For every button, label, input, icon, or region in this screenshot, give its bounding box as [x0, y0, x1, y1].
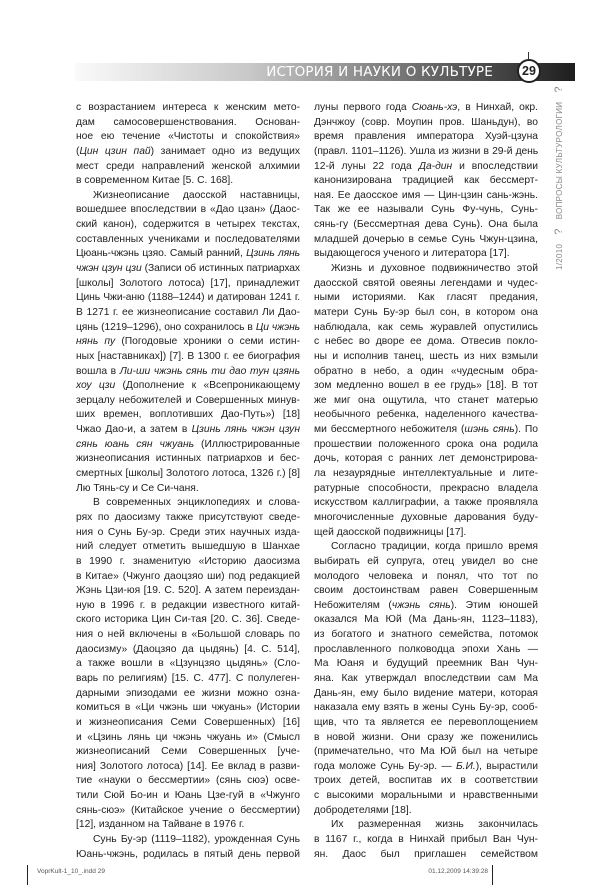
text-line [76, 643, 300, 658]
crop-mark-right [492, 865, 493, 885]
text-line [76, 335, 300, 350]
text-line [314, 570, 538, 585]
text-line [314, 526, 538, 541]
text-segment: вошла в [76, 365, 120, 377]
text-segment: ний следует отметить вышедшую в Шанхае [76, 541, 300, 553]
paragraph [76, 833, 300, 862]
text-segment: и впоследствии [452, 160, 539, 172]
text-line [76, 628, 300, 643]
text-segment: Лю Тянь-су и Се Си-чаня. [76, 482, 199, 494]
text-segment: же миг она ощутила, что станет матерью [314, 394, 538, 406]
text-segment: Так же ее называли Сунь Фу-чунь, Сунь- [314, 204, 538, 216]
text-segment: ния] Золотого лотоса) [14]. Ее вклад в разви- [76, 760, 300, 772]
text-segment: дочь, которая с ранних лет демонстрирова- [314, 453, 538, 465]
text-segment: в Китае» (Чжунго даоцзяо ши) под редакцией [76, 570, 300, 582]
text-segment: цянь (1219–1296), оно сохранилось в [76, 321, 256, 333]
text-segment: составленных учениками и последователями [76, 233, 300, 245]
footer-timestamp: 01.12.2009 14:39:28 [428, 868, 488, 875]
text-line [314, 511, 538, 526]
text-segment: наказала ему взять в жены Сунь Бу-эр, сооб- [314, 702, 538, 714]
text-line [314, 262, 538, 277]
text-segment: с возрастанием интереса к женским мето- [76, 102, 300, 113]
text-line [314, 101, 538, 116]
text-line [314, 643, 538, 658]
page-number: 29 [517, 59, 541, 83]
text-line [314, 130, 538, 145]
italic-term: шэнь сянь [464, 424, 515, 436]
text-segment: [школы] Золотого лотоса) [17], принадлежит [76, 277, 300, 289]
paragraph [314, 101, 538, 262]
text-segment: Чжао Дао-и, а затем в [76, 424, 192, 436]
text-segment: рях по даосизму также присутствуют сведе- [76, 511, 300, 523]
text-segment: Ма Юаня и будущий преемник Ван Чун- [314, 658, 538, 670]
text-segment: ского историка Цин Си-тая [20. С. 36]. Сведе- [76, 614, 300, 626]
italic-term: нянь пу [76, 336, 116, 348]
text-line [314, 247, 538, 262]
text-segment: зом медленно вошел в ее грудь» [18]. В тот [314, 380, 538, 392]
text-line [314, 613, 538, 628]
text-line [314, 145, 538, 160]
text-line [314, 628, 538, 643]
text-segment: смертных [школы] Золотого лотоса, 1326 г.) [8] [76, 468, 300, 480]
text-segment: и «Цзинь лянь ци чжэнь чжуань и» (Смысл [76, 731, 300, 743]
text-segment: 12-й луны 22 года [314, 160, 419, 172]
text-line [314, 482, 538, 497]
italic-term: Цин цзин пай [79, 145, 151, 157]
text-line [314, 833, 538, 848]
text-segment: щив, что та является ее перевоплощением [314, 716, 538, 728]
paragraph [76, 101, 300, 189]
text-segment: ( [76, 145, 80, 157]
text-segment: многочисленные духовные дарования буду- [314, 511, 538, 523]
journal-mark: ? [553, 228, 565, 235]
text-segment: щей даосской подвижницы [17]. [314, 526, 467, 538]
text-segment: Сунь Бу-эр (1119–1182), урожденная Сунь [93, 834, 300, 846]
text-line [76, 555, 300, 570]
text-line [314, 335, 538, 350]
journal-side-label [553, 77, 565, 270]
text-line [76, 599, 300, 614]
text-line [76, 306, 300, 321]
text-line [314, 116, 538, 131]
text-line [76, 394, 300, 409]
text-segment: дарными эпизодами ее жизни можно озна- [76, 687, 300, 699]
text-line [76, 701, 300, 716]
text-line [314, 789, 538, 804]
text-segment: а также вошли в «Цзунцзяо цыдянь» (Сло- [76, 658, 300, 670]
text-line [314, 291, 538, 306]
text-line [76, 116, 300, 131]
text-line [314, 584, 538, 599]
text-segment: зерцалу небожителей и Совершенных минув- [76, 394, 300, 406]
text-line [76, 511, 300, 526]
text-segment: Жизнеописание даосской наставницы, [93, 189, 300, 201]
text-segment: комиться в «Ци чжэнь ши чжуань» (Истории [76, 702, 300, 714]
text-line [314, 774, 538, 789]
text-segment: ян. Даос был приглашен семейством [314, 848, 538, 860]
text-line [314, 745, 538, 760]
text-line [76, 277, 300, 292]
text-line [314, 394, 538, 409]
text-segment: в 1167 г., когда в Нинхай прибыл Ван Чун- [314, 834, 538, 846]
text-line [314, 760, 538, 775]
text-line [76, 818, 300, 833]
text-segment: даосизму» (Даоцзяо да цыдянь) [4. С. 514], [76, 643, 300, 655]
text-line [76, 687, 300, 702]
text-line [76, 233, 300, 248]
text-line [76, 745, 300, 760]
text-segment: канонизирована традицией как бессмерт- [314, 175, 538, 187]
text-segment: (правл. 1101–1126). Ушла из жизни в 29-й день [314, 145, 538, 157]
text-line [76, 657, 300, 672]
text-line [76, 804, 300, 819]
paragraph [76, 496, 300, 833]
text-segment: ). По [514, 424, 538, 436]
text-line [314, 438, 538, 453]
text-line [76, 379, 300, 394]
text-segment: ных [наставниках]) [7]. В 1300 г. ее биография [76, 350, 300, 362]
text-line [314, 379, 538, 394]
italic-term: Б.И. [455, 760, 476, 772]
text-line [76, 774, 300, 789]
text-segment: , в Нинхай, окр. [457, 102, 538, 113]
text-segment: ния о ней включены в «Большой словарь по [76, 629, 300, 641]
text-line [76, 350, 300, 365]
text-segment: Цинь Чжи-аню (1188–1244) и датирован 1241 г. [76, 292, 300, 304]
text-segment: молодого человека и понял, что тот по [314, 570, 538, 582]
text-line [314, 452, 538, 467]
text-line [76, 408, 300, 423]
text-segment: Небожителям ( [314, 599, 392, 611]
text-segment: прославленного полководца эпохи Хань — [314, 643, 538, 655]
text-segment: ную в 1996 г. в редакции известного китай- [76, 599, 300, 611]
text-segment: младшей дочерью в семье Сунь Чжун-цзина, [314, 233, 538, 245]
text-segment: ) занимает одно из ведущих [150, 145, 300, 157]
text-segment: года моложе Сунь Бу-эр. — [314, 760, 456, 772]
text-line [76, 365, 300, 380]
text-line [76, 482, 300, 497]
text-segment: с высокими моральными и нравственными [314, 790, 538, 802]
text-line [314, 408, 538, 423]
text-line [314, 657, 538, 672]
text-segment: луны первого года [314, 102, 412, 113]
text-line [314, 540, 538, 555]
text-segment: выбирать ей супруга, отец увидел во сне [314, 555, 538, 567]
text-line [314, 818, 538, 833]
text-line [314, 731, 538, 746]
text-segment: добродетелями [18]. [314, 804, 412, 816]
text-segment: искусством каллиграфии, а также проявляла [314, 497, 538, 509]
text-segment: тили Сюй Бо-ин и Юань Цзе-гуй в «Чжунго [76, 790, 300, 802]
text-line [76, 540, 300, 555]
paragraph [314, 540, 538, 818]
text-line [76, 496, 300, 511]
text-line [76, 584, 300, 599]
text-segment: даосской святой овеяны легендами и чудес- [314, 277, 538, 289]
text-line [76, 452, 300, 467]
text-line [314, 804, 538, 819]
text-segment: матери Сунь Бу-эр был сон, в котором она [314, 306, 538, 318]
text-segment: Их размеренная жизнь закончилась [331, 819, 538, 831]
text-segment: Жизнь и духовное подвижничество этой [331, 263, 538, 275]
paragraph [314, 262, 538, 540]
text-line [76, 731, 300, 746]
text-segment: ). Этим юношей [450, 599, 538, 611]
text-line [76, 291, 300, 306]
text-line [76, 848, 300, 863]
text-line [76, 262, 300, 277]
paragraph [76, 189, 300, 496]
text-line [314, 467, 538, 482]
text-segment: необычного ребенка, наделенного качества- [314, 409, 538, 421]
text-line [314, 233, 538, 248]
text-segment: (примечательно, что Ма Юй был на четыре [314, 746, 538, 758]
text-column-right [314, 101, 538, 862]
text-line [76, 423, 300, 438]
text-segment: Согласно традиции, когда пришло время [331, 541, 538, 553]
text-segment: тие «науки о бессмертии» (сянь сюэ) осве- [76, 775, 300, 787]
text-line [76, 526, 300, 541]
text-segment: ), вырастили [475, 760, 538, 772]
text-segment: Жэнь Цзи-юя [19. С. 520]. А затем переиздан- [76, 585, 300, 597]
text-segment: ратурные способности, прекрасно владела [314, 482, 538, 494]
text-segment: яна. Как утверждал впоследствии сам Ма [314, 672, 538, 684]
text-segment: с небес во дворе ее дома. Отвесив покло- [314, 336, 538, 348]
text-segment: своим достоинствам равен Совершенным [314, 585, 538, 597]
text-segment: (Погодовые хроники о семи истин- [115, 336, 300, 348]
text-line [314, 599, 538, 614]
text-segment: сянь-сюэ» (Китайское учение о бессмертии) [76, 804, 300, 816]
text-line [76, 833, 300, 848]
italic-term: чжэн цзун цзи [76, 263, 142, 275]
text-line [76, 467, 300, 482]
text-line [76, 570, 300, 585]
text-segment: сянь-гу (Бессмертная дева Сунь). Она была [314, 219, 538, 231]
text-line [76, 101, 300, 116]
text-segment: ла незаурядные интеллектуальные и лите- [314, 468, 538, 480]
crop-mark-left [27, 865, 28, 885]
text-line [76, 218, 300, 233]
text-segment: вошедшее впоследствии в «Дао цзан» (Даос- [76, 204, 300, 216]
text-segment: дам самосовершенствования. Основан- [76, 116, 300, 128]
text-segment: в новой жизни. Они сразу же поженились [314, 731, 538, 743]
text-segment: жизнеописаний Семи Совершенных [уче- [76, 746, 300, 758]
text-line [314, 189, 538, 204]
text-segment: Юань-чжэнь, родилась в пятый день первой [76, 848, 300, 860]
text-segment: (Иллюстрированные [194, 438, 300, 450]
text-line [314, 160, 538, 175]
text-segment: варь по религиям) [15. С. 477]. С полулеген- [76, 672, 300, 684]
text-line [76, 613, 300, 628]
italic-term: Сюань-хэ [411, 102, 458, 113]
text-segment: ная. Ее даосское имя — Цин-цзин сань-жэнь. [314, 189, 538, 201]
text-line [314, 555, 538, 570]
text-line [314, 350, 538, 365]
text-line [76, 174, 300, 189]
text-segment: ное ею течение «Чистоты и спокойствия» [76, 131, 300, 143]
text-segment: время правления императора Хуэй-цзуна [314, 131, 538, 143]
section-title: ИСТОРИЯ И НАУКИ О КУЛЬТУРЕ [266, 64, 493, 80]
text-line [76, 716, 300, 731]
text-segment: ский канон), содержится в четырех текстах, [76, 219, 300, 231]
text-line [314, 174, 538, 189]
section-header-bar [75, 63, 575, 81]
text-line [76, 438, 300, 453]
text-line [76, 247, 300, 262]
italic-term: Цзинь лянь [246, 248, 300, 260]
text-segment: обратно в небо, а один «чудесным обра- [314, 365, 538, 377]
text-segment: в современном Китае [5. С. 168]. [76, 175, 234, 187]
text-segment: Дань-ян, ему было видение матери, которая [314, 687, 538, 699]
text-segment: в 1990 г. знаменитую «Историю даосизма [76, 555, 300, 567]
text-line [314, 496, 538, 511]
text-line [314, 701, 538, 716]
text-line [314, 277, 538, 292]
issue-number: 1/2010 [555, 243, 564, 270]
italic-term: хоу цзи [76, 380, 116, 392]
text-line [76, 145, 300, 160]
text-segment: наблюдала, как семь журавлей опустились [314, 321, 538, 333]
text-line [314, 716, 538, 731]
text-line [76, 321, 300, 336]
text-segment: оказался Ма Юй (Ма Дань-ян, 1123–1183), [314, 614, 538, 626]
paragraph [314, 818, 538, 862]
text-line [314, 365, 538, 380]
text-segment: ших времен, воплотивших Дао-Путь») [18] [76, 409, 300, 421]
text-line [76, 789, 300, 804]
text-segment: ными историями. Как гласят предания, [314, 292, 538, 304]
italic-term: сянь юань сян чжуань [76, 438, 195, 450]
italic-term: Цзинь лянь чжэн цзун [191, 424, 301, 436]
text-line [76, 130, 300, 145]
text-segment: из богатого и знатного семейства, потомок [314, 629, 538, 641]
text-segment: ния о Сунь Бу-эр. Среди этих научных изда- [76, 526, 300, 538]
text-segment: ми бессмертного небожителя ( [314, 424, 465, 436]
text-line [76, 160, 300, 175]
text-segment: ны и исполнив танец, шесть из них взмыли [314, 350, 538, 362]
text-segment: мест среди направлений женской алхимии [76, 160, 300, 172]
journal-mark: ? [553, 86, 565, 93]
text-line [314, 687, 538, 702]
text-column-left [76, 101, 300, 862]
text-line [314, 423, 538, 438]
text-segment: Дэнчжоу (совр. Моупин пров. Шаньдун), во [314, 116, 538, 128]
text-segment: (Записи об истинных патриархах [141, 263, 300, 275]
text-line [314, 218, 538, 233]
text-line [314, 306, 538, 321]
text-line [314, 321, 538, 336]
text-line [314, 848, 538, 863]
text-segment: Цюань-чжэнь цзяо. Самый ранний, [76, 248, 247, 260]
text-segment: (Дополнение к «Всепроникающему [115, 380, 300, 392]
italic-term: Да-дин [418, 160, 453, 172]
text-segment: жизнеописания истинных патриархов и бес- [76, 453, 300, 465]
text-line [76, 189, 300, 204]
text-segment: В современных энциклопедиях и слова- [93, 497, 300, 509]
text-segment: и жизнеописания Семи Совершенных) [16] [76, 716, 300, 728]
italic-term: Ци чжэнь [255, 321, 300, 333]
footer-file-name: VoprKult-1_10_.indd 29 [37, 868, 105, 875]
text-line [76, 672, 300, 687]
text-segment: [12], изданном на Тайване в 1976 г. [76, 819, 245, 831]
text-segment: троих детей, воспитав их в соответствии [314, 775, 538, 787]
text-line [76, 760, 300, 775]
italic-term: чжэнь сянь [391, 599, 451, 611]
text-segment: В 1271 г. ее жизнеописание составил Ли Дао- [76, 306, 300, 318]
italic-term: Ли-ши чжэнь сянь ти дао тун цзянь [119, 365, 300, 377]
text-line [314, 203, 538, 218]
text-segment: прошествии положенного срока она родила [314, 438, 538, 450]
journal-name: ВОПРОСЫ КУЛЬТУРОЛОГИИ [555, 101, 564, 220]
text-segment: выдающегося ученого и литератора [17]. [314, 248, 510, 260]
text-line [76, 203, 300, 218]
text-line [314, 672, 538, 687]
